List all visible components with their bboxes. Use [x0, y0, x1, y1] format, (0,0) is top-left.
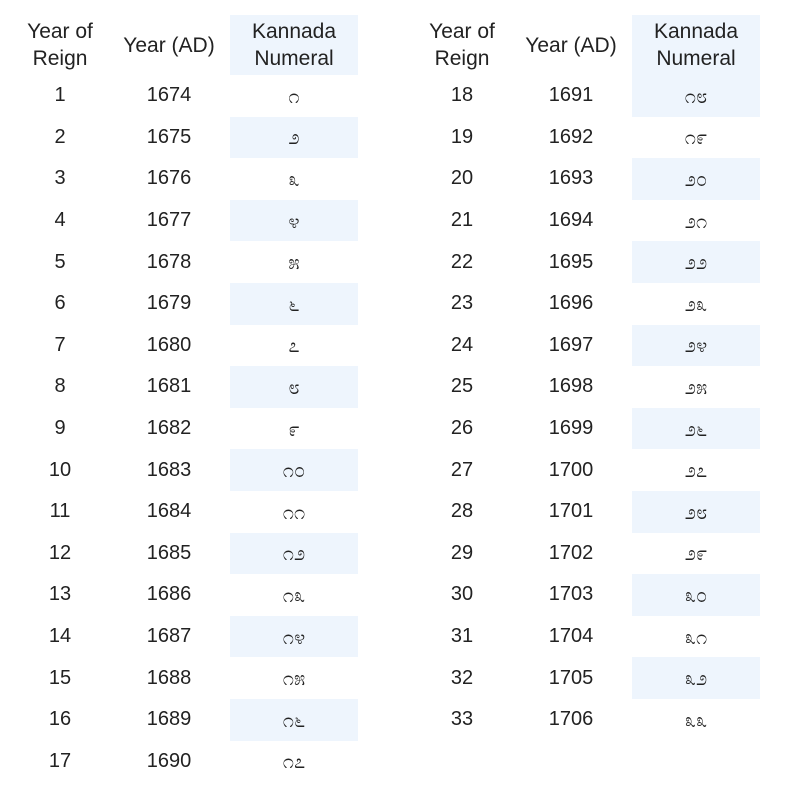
header-kannada-numeral: Kannada Numeral [251, 20, 337, 70]
reign-cell: 21 [450, 209, 474, 232]
reign-cell: 29 [450, 541, 474, 564]
year-cell: 1703 [548, 583, 594, 606]
numeral-cell: ೨೧ [632, 200, 760, 242]
numeral-cell: ೪ [230, 200, 358, 242]
year-cell: 1705 [548, 666, 594, 689]
year-cell: 1700 [548, 458, 594, 481]
reign-cell: 6 [54, 292, 66, 315]
left-table [12, 15, 358, 782]
numeral-cell: ೨೬ [632, 408, 760, 450]
numeral-cell: ೧೨ [230, 533, 358, 575]
table-row [12, 408, 358, 450]
year-cell: 1675 [146, 125, 192, 148]
numeral-cell: ೬ [230, 283, 358, 325]
left-table-body [12, 75, 358, 782]
reign-cell: 28 [450, 500, 474, 523]
year-cell: 1686 [146, 583, 192, 606]
table-row [12, 741, 358, 783]
numeral-cell: ೮ [230, 366, 358, 408]
table-row [414, 200, 760, 242]
header-year-ad: Year (AD) [123, 33, 215, 57]
right-table-header [414, 15, 760, 75]
year-cell: 1681 [146, 375, 192, 398]
year-cell: 1694 [548, 209, 594, 232]
table-row [414, 325, 760, 367]
reign-cell: 16 [48, 708, 72, 731]
reign-cell: 20 [450, 167, 474, 190]
numeral-cell: ೧೩ [230, 574, 358, 616]
reign-cell: 14 [48, 625, 72, 648]
header-year-ad: Year (AD) [525, 33, 617, 57]
numeral-cell: ೧೦ [230, 449, 358, 491]
reign-cell: 24 [450, 333, 474, 356]
reign-cell: 15 [48, 666, 72, 689]
numeral-cell: ೩೧ [632, 616, 760, 658]
numeral-cell: ೧೬ [230, 699, 358, 741]
numeral-cell: ೨೪ [632, 325, 760, 367]
numeral-cell: ೧೮ [632, 75, 760, 117]
numeral-cell: ೨೩ [632, 283, 760, 325]
year-cell: 1698 [548, 375, 594, 398]
year-cell: 1680 [146, 333, 192, 356]
numeral-cell: ೧೪ [230, 616, 358, 658]
reign-cell: 8 [54, 375, 66, 398]
year-cell: 1676 [146, 167, 192, 190]
year-cell: 1699 [548, 417, 594, 440]
table-row [414, 283, 760, 325]
reign-cell: 9 [54, 417, 66, 440]
reign-cell: 3 [54, 167, 66, 190]
year-cell: 1687 [146, 625, 192, 648]
table-row [414, 699, 760, 741]
header-kannada-numeral: Kannada Numeral [653, 20, 739, 70]
reign-cell: 33 [450, 708, 474, 731]
table-row [12, 117, 358, 159]
year-cell: 1689 [146, 708, 192, 731]
table-row [414, 408, 760, 450]
table-row [12, 533, 358, 575]
right-table-body [414, 75, 760, 741]
table-row [414, 117, 760, 159]
reign-cell: 31 [450, 625, 474, 648]
reign-cell: 17 [48, 749, 72, 772]
numeral-cell: ೩೨ [632, 657, 760, 699]
table-row [414, 366, 760, 408]
numeral-cell: ೭ [230, 325, 358, 367]
year-cell: 1702 [548, 541, 594, 564]
year-cell: 1696 [548, 292, 594, 315]
year-cell: 1677 [146, 209, 192, 232]
reign-cell: 23 [450, 292, 474, 315]
year-cell: 1683 [146, 458, 192, 481]
reign-cell: 5 [54, 250, 66, 273]
table-row [414, 616, 760, 658]
table-row [12, 657, 358, 699]
left-table-header [12, 15, 358, 75]
reign-cell: 30 [450, 583, 474, 606]
numeral-cell: ೩೩ [632, 699, 760, 741]
reign-cell: 32 [450, 666, 474, 689]
numeral-cell: ೨೮ [632, 491, 760, 533]
header-year-of-reign: Year of Reign [27, 20, 93, 70]
numeral-cell: ೨೨ [632, 241, 760, 283]
year-cell: 1695 [548, 250, 594, 273]
year-cell: 1678 [146, 250, 192, 273]
year-cell: 1691 [548, 84, 594, 107]
year-cell: 1701 [548, 500, 594, 523]
year-cell: 1684 [146, 500, 192, 523]
reign-cell: 19 [450, 125, 474, 148]
reign-cell: 1 [54, 84, 66, 107]
numeral-cell: ೨೭ [632, 449, 760, 491]
table-row [12, 616, 358, 658]
year-cell: 1706 [548, 708, 594, 731]
table-row [414, 533, 760, 575]
right-table [414, 15, 760, 741]
numeral-cell: ೧೫ [230, 657, 358, 699]
numeral-cell: ೩ [230, 158, 358, 200]
reign-cell: 22 [450, 250, 474, 273]
table-row [12, 574, 358, 616]
year-cell: 1697 [548, 333, 594, 356]
table-row [414, 158, 760, 200]
table-row [12, 366, 358, 408]
reign-cell: 7 [54, 333, 66, 356]
table-row [414, 491, 760, 533]
table-row [12, 241, 358, 283]
numeral-cell: ೧೧ [230, 491, 358, 533]
table-row [414, 241, 760, 283]
year-cell: 1688 [146, 666, 192, 689]
numeral-cell: ೧೭ [230, 741, 358, 783]
reign-cell: 25 [450, 375, 474, 398]
numeral-cell: ೧೯ [632, 117, 760, 159]
table-row [414, 574, 760, 616]
reign-cell: 10 [48, 458, 72, 481]
numeral-cell: ೨ [230, 117, 358, 159]
table-row [12, 158, 358, 200]
reign-cell: 12 [48, 541, 72, 564]
table-row [12, 491, 358, 533]
reign-cell: 27 [450, 458, 474, 481]
reign-cell: 26 [450, 417, 474, 440]
year-cell: 1692 [548, 125, 594, 148]
table-row [414, 449, 760, 491]
reign-cell: 11 [49, 500, 71, 523]
table-row [12, 325, 358, 367]
numeral-cell: ೨೦ [632, 158, 760, 200]
numeral-cell: ೫ [230, 241, 358, 283]
table-row [12, 200, 358, 242]
numeral-cell: ೧ [230, 75, 358, 117]
table-row [12, 699, 358, 741]
table-row [12, 449, 358, 491]
year-cell: 1674 [146, 84, 192, 107]
numeral-cell: ೯ [230, 408, 358, 450]
year-cell: 1679 [146, 292, 192, 315]
reign-cell: 18 [450, 84, 474, 107]
reign-cell: 13 [48, 583, 72, 606]
year-cell: 1682 [146, 417, 192, 440]
year-cell: 1693 [548, 167, 594, 190]
table-row [12, 75, 358, 117]
numeral-cell: ೨೫ [632, 366, 760, 408]
year-cell: 1690 [146, 749, 192, 772]
numeral-cell: ೩೦ [632, 574, 760, 616]
table-row [12, 283, 358, 325]
year-cell: 1685 [146, 541, 192, 564]
table-row [414, 657, 760, 699]
reign-cell: 2 [54, 125, 66, 148]
numeral-cell: ೨೯ [632, 533, 760, 575]
table-row [414, 75, 760, 117]
year-cell: 1704 [548, 625, 594, 648]
header-year-of-reign: Year of Reign [429, 20, 495, 70]
reign-cell: 4 [54, 209, 66, 232]
